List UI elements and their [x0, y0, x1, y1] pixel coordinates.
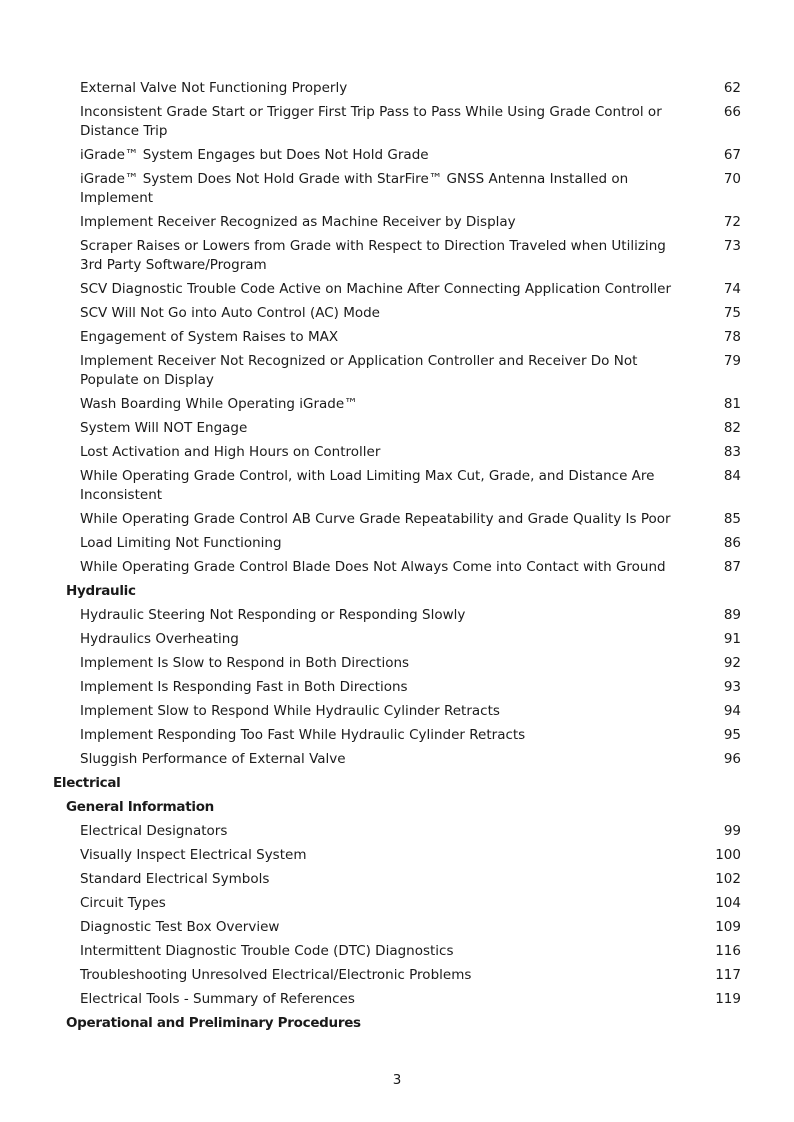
toc-entry-title: SCV Will Not Go into Auto Control (AC) Mode — [80, 304, 380, 321]
toc-entry-title: Hydraulics Overheating — [80, 630, 239, 647]
toc-entry[interactable] — [0, 416, 794, 440]
toc-entry[interactable] — [0, 939, 794, 963]
toc-entry-page: 94 — [723, 702, 741, 719]
toc-entry-title: Inconsistent Grade Start or Trigger First Trip Pass to Pass While Using Grade Control or Distance Trip — [80, 103, 662, 139]
toc-entry-title: Electrical — [53, 774, 121, 791]
toc-entry[interactable] — [0, 349, 794, 392]
toc-entry-page: 93 — [723, 678, 741, 695]
toc-entry-page: 104 — [715, 894, 741, 911]
toc-entry-title: Scraper Raises or Lowers from Grade with Respect to Direction Traveled when Utilizing 3rd Party Software/Program — [80, 237, 666, 273]
toc-entry-title: Implement Slow to Respond While Hydraulic Cylinder Retracts — [80, 702, 500, 719]
toc-entry-page: 62 — [723, 79, 741, 96]
toc-entry[interactable] — [0, 210, 794, 234]
toc-entry-title: While Operating Grade Control, with Load Limiting Max Cut, Grade, and Distance Are Inconsistent — [80, 467, 655, 503]
toc-entry[interactable] — [0, 507, 794, 531]
toc-entry[interactable] — [0, 819, 794, 843]
toc-entry-title: Hydraulic — [66, 582, 136, 599]
toc-entry[interactable] — [0, 699, 794, 723]
toc-entry-page: 75 — [723, 304, 741, 321]
toc-entry-title: Wash Boarding While Operating iGrade™ — [80, 395, 358, 412]
toc-section-heading — [0, 771, 794, 795]
toc-entry-title: Hydraulic Steering Not Responding or Responding Slowly — [80, 606, 466, 623]
toc-entry-page: 73 — [723, 237, 741, 254]
toc-entry[interactable] — [0, 234, 794, 277]
toc-entry-title: Lost Activation and High Hours on Controller — [80, 443, 381, 460]
page-number: 3 — [392, 1072, 402, 1088]
toc-entry-page: 87 — [723, 558, 741, 575]
toc-entry[interactable] — [0, 167, 794, 210]
toc-entry[interactable] — [0, 143, 794, 167]
toc-entry-page: 95 — [723, 726, 741, 743]
toc-entry-title: iGrade™ System Does Not Hold Grade with StarFire™ GNSS Antenna Installed on Implement — [80, 170, 629, 206]
toc-entry-page: 92 — [723, 654, 741, 671]
toc-entry-page: 109 — [715, 918, 741, 935]
toc-entry-page: 100 — [715, 846, 741, 863]
toc-section-heading — [0, 579, 794, 603]
toc-entry-title: External Valve Not Functioning Properly — [80, 79, 348, 96]
toc-entry-page: 119 — [715, 990, 741, 1007]
toc-entry-page: 89 — [723, 606, 741, 623]
toc-entry-title: Load Limiting Not Functioning — [80, 534, 282, 551]
toc-entry[interactable] — [0, 915, 794, 939]
toc-section-heading — [0, 795, 794, 819]
toc-entry[interactable] — [0, 301, 794, 325]
toc-entry-title: Implement Is Slow to Respond in Both Directions — [80, 654, 410, 671]
toc-entry-page: 72 — [723, 213, 741, 230]
toc-entry-title: Diagnostic Test Box Overview — [80, 918, 280, 935]
toc-entry-page: 102 — [715, 870, 741, 887]
toc-entry-title: Electrical Tools - Summary of References — [80, 990, 355, 1007]
toc-entry-title: Circuit Types — [80, 894, 166, 911]
toc-entry[interactable] — [0, 392, 794, 416]
toc-entry-title: Visually Inspect Electrical System — [80, 846, 307, 863]
toc-entry-page: 96 — [723, 750, 741, 767]
toc-entry-title: While Operating Grade Control AB Curve Grade Repeatability and Grade Quality Is Poor — [80, 510, 671, 527]
toc-entry-title: Intermittent Diagnostic Trouble Code (DTC) Diagnostics — [80, 942, 454, 959]
toc-entry-page: 81 — [723, 395, 741, 412]
toc-entry-title: Engagement of System Raises to MAX — [80, 328, 339, 345]
toc-entry[interactable] — [0, 531, 794, 555]
toc-section-heading — [0, 1011, 794, 1035]
toc-entry-title: Standard Electrical Symbols — [80, 870, 270, 887]
toc-entry-title: Implement Receiver Not Recognized or Application Controller and Receiver Do Not Populate on Display — [80, 352, 638, 388]
toc-entry-page: 116 — [715, 942, 741, 959]
table-of-contents — [0, 76, 794, 1035]
toc-entry-page: 85 — [723, 510, 741, 527]
toc-entry-title: Implement Receiver Recognized as Machine Receiver by Display — [80, 213, 516, 230]
toc-entry-page: 99 — [723, 822, 741, 839]
toc-entry-page: 67 — [723, 146, 741, 163]
toc-entry-title: Troubleshooting Unresolved Electrical/Electronic Problems — [80, 966, 472, 983]
toc-entry[interactable] — [0, 963, 794, 987]
toc-entry-page: 86 — [723, 534, 741, 551]
toc-entry-page: 117 — [715, 966, 741, 983]
toc-entry-page: 78 — [723, 328, 741, 345]
toc-entry[interactable] — [0, 747, 794, 771]
toc-entry-page: 79 — [723, 352, 741, 369]
toc-entry-page: 66 — [723, 103, 741, 120]
toc-entry[interactable] — [0, 843, 794, 867]
toc-entry[interactable] — [0, 555, 794, 579]
toc-entry[interactable] — [0, 651, 794, 675]
toc-entry[interactable] — [0, 891, 794, 915]
toc-entry-title: Electrical Designators — [80, 822, 228, 839]
toc-entry[interactable] — [0, 464, 794, 507]
toc-entry-page: 74 — [723, 280, 741, 297]
toc-entry-title: While Operating Grade Control Blade Does Not Always Come into Contact with Ground — [80, 558, 666, 575]
toc-entry[interactable] — [0, 76, 794, 100]
toc-entry[interactable] — [0, 675, 794, 699]
toc-entry-title: Implement Is Responding Fast in Both Directions — [80, 678, 408, 695]
toc-entry-title: Operational and Preliminary Procedures — [66, 1014, 361, 1031]
toc-entry-page: 91 — [723, 630, 741, 647]
toc-entry[interactable] — [0, 723, 794, 747]
toc-entry-page: 70 — [723, 170, 741, 187]
toc-entry[interactable] — [0, 867, 794, 891]
toc-entry-title: Implement Responding Too Fast While Hydraulic Cylinder Retracts — [80, 726, 526, 743]
toc-entry[interactable] — [0, 100, 794, 143]
toc-entry-page: 83 — [723, 443, 741, 460]
toc-entry-title: iGrade™ System Engages but Does Not Hold Grade — [80, 146, 429, 163]
toc-entry[interactable] — [0, 277, 794, 301]
toc-entry[interactable] — [0, 440, 794, 464]
toc-entry-page: 82 — [723, 419, 741, 436]
toc-entry[interactable] — [0, 325, 794, 349]
toc-entry[interactable] — [0, 987, 794, 1011]
toc-entry-title: System Will NOT Engage — [80, 419, 248, 436]
toc-entry[interactable] — [0, 627, 794, 651]
toc-entry-title: SCV Diagnostic Trouble Code Active on Machine After Connecting Application Controller — [80, 280, 672, 297]
toc-entry-title: Sluggish Performance of External Valve — [80, 750, 346, 767]
toc-entry[interactable] — [0, 603, 794, 627]
toc-entry-title: General Information — [66, 798, 214, 815]
toc-entry-page: 84 — [723, 467, 741, 484]
